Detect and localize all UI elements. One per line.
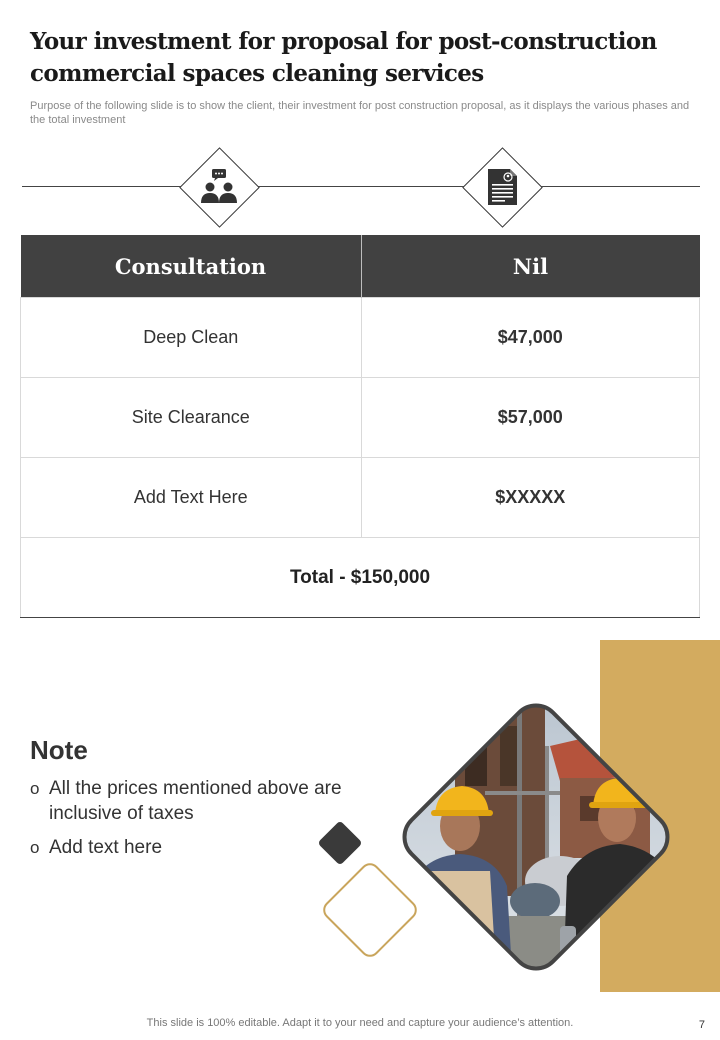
bullet-marker: o bbox=[30, 838, 40, 857]
page-number: 7 bbox=[698, 1019, 705, 1031]
row-label: Deep Clean bbox=[21, 298, 362, 378]
document-contract-icon bbox=[480, 165, 524, 209]
total-amount: Total - $150,000 bbox=[21, 538, 700, 618]
table-header-value: Nil bbox=[361, 235, 700, 298]
note-title: Note bbox=[30, 735, 88, 765]
row-amount: $47,000 bbox=[361, 298, 700, 378]
people-meeting-icon bbox=[197, 165, 241, 209]
timeline-divider bbox=[22, 186, 700, 187]
table-header-label: Consultation bbox=[21, 235, 362, 298]
investment-table bbox=[20, 235, 700, 618]
footer-note: This slide is 100% editable. Adapt it to your need and capture your audience’s attention. bbox=[146, 1017, 574, 1029]
row-amount: $XXXXX bbox=[361, 458, 700, 538]
table-header-row bbox=[21, 235, 700, 298]
construction-workers-photo bbox=[385, 686, 687, 988]
note-list bbox=[30, 776, 350, 869]
table-total-row bbox=[21, 538, 700, 618]
note-item bbox=[30, 776, 350, 826]
table-row bbox=[21, 378, 700, 458]
bullet-marker: o bbox=[30, 779, 40, 798]
note-item-text: Add text here bbox=[49, 837, 163, 858]
note-item bbox=[30, 835, 350, 860]
page-title: Your investment for proposal for post-construction commercial spaces cleaning services bbox=[30, 28, 657, 87]
row-amount: $57,000 bbox=[361, 378, 700, 458]
table-row bbox=[21, 298, 700, 378]
page-subtitle: Purpose of the following slide is to show the client, their investment for post construction proposal, as it displays the various phases and the total investment bbox=[30, 100, 690, 126]
row-label: Site Clearance bbox=[21, 378, 362, 458]
row-label: Add Text Here bbox=[21, 458, 362, 538]
table-row bbox=[21, 458, 700, 538]
note-item-text: All the prices mentioned above are inclusive of taxes bbox=[49, 778, 342, 824]
